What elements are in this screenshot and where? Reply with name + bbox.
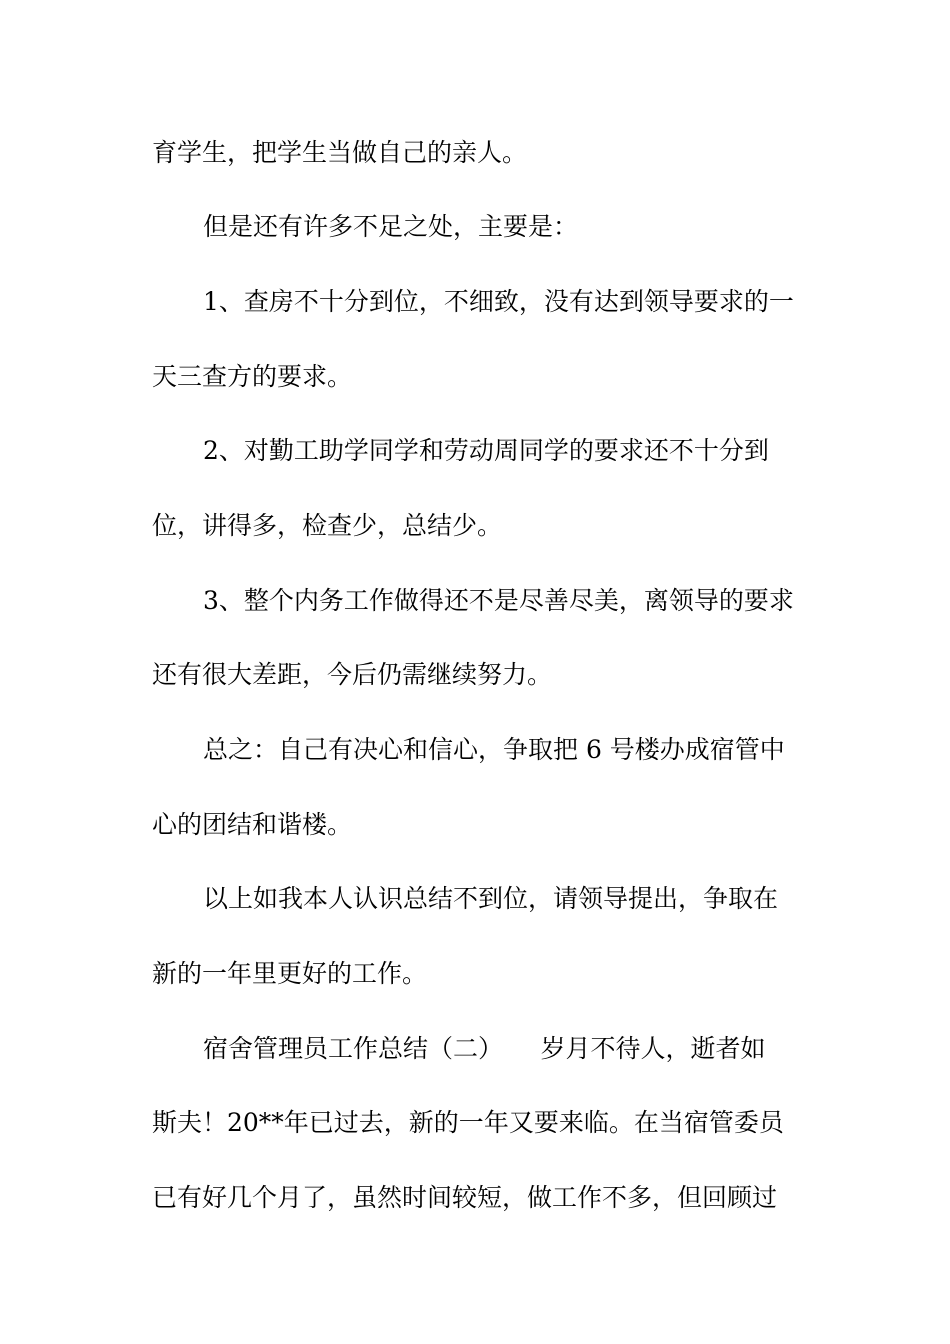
text-line-3: 1、查房不十分到位，不细致，没有达到领导要求的一 — [203, 287, 794, 316]
text-line-11: 以上如我本人认识总结不到位，请领导提出，争取在 — [203, 884, 779, 913]
text-line-15: 已有好几个月了，虽然时间较短，做工作不多，但回顾过 — [152, 1183, 778, 1212]
text-line-2: 但是还有许多不足之处，主要是： — [203, 212, 579, 241]
text-line-8: 还有很大差距，今后仍需继续努力。 — [152, 660, 553, 689]
text-line-13: 宿舍管理员工作总结（二） 岁月不待人，逝者如 — [203, 1034, 766, 1063]
text-line-10: 心的团结和谐楼。 — [152, 810, 353, 839]
text-line-1: 育学生，把学生当做自己的亲人。 — [152, 138, 528, 167]
text-line-12: 新的一年里更好的工作。 — [152, 959, 428, 988]
text-line-14: 斯夫！20**年已过去，新的一年又要来临。在当宿管委员 — [152, 1108, 784, 1137]
text-line-5: 2、对勤工助学同学和劳动周同学的要求还不十分到 — [203, 436, 769, 465]
text-line-9: 总之：自己有决心和信心，争取把 6 号楼办成宿管中 — [203, 735, 785, 764]
text-line-4: 天三查方的要求。 — [152, 362, 353, 391]
text-line-6: 位，讲得多，检查少，总结少。 — [152, 511, 503, 540]
text-line-7: 3、整个内务工作做得还不是尽善尽美，离领导的要求 — [203, 586, 794, 615]
